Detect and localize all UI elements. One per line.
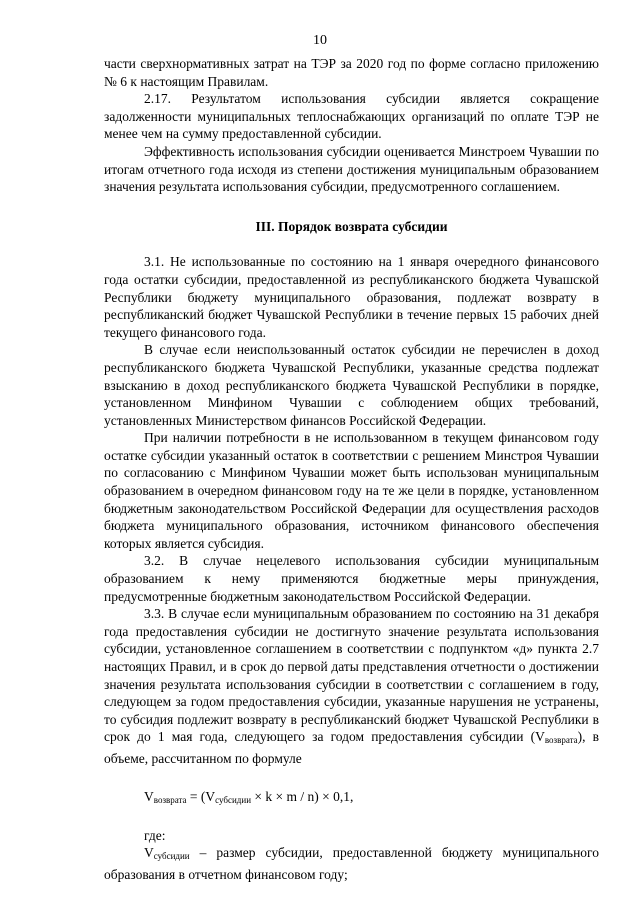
section-heading: III. Порядок возврата субсидии [255,218,448,234]
paragraph-continuation: части сверхнормативных затрат на ТЭР за 2020 год по форме согласно приложению № 6 к настоящим Правилам. [104,56,599,89]
formula-lhs-subscript: возврата [153,794,187,805]
formula-rhs-subscript: субсидии [215,794,252,805]
paragraph-3-2: 3.2. В случае нецелевого использования субсидии муниципальным образованием к нему применяются бюджетные меры принуждения, предусмотренные бюджетным законодательством Российской Федерации. [104,553,599,604]
definition-symbol: V [144,845,154,861]
return-formula [144,788,599,809]
paragraph-need-balance: При наличии потребности в не использованном в текущем финансовом году остатке субсидии указанный остаток в соответствии с решением Минстроя Чувашии по согласованию с Минфином Чувашии может быть использован муниципальным образованием в очередном финансовом году на те же цели в порядке, установленном бюджетным законодательством Российской Федерации для осуществления расходов бюджета муниципального образования, источником финансового обеспечения которых является субсидия. [104,430,599,551]
definition-text: – размер субсидии, предоставленной бюджету муниципального образования в отчетном финансовом году; [104,845,599,882]
paragraph-3-3-tail: ), в объеме, рассчитанном по формуле [104,729,600,766]
page-number: 10 [313,33,327,48]
formula-rhs-tail: × k × m / n) × 0,1, [251,788,354,804]
paragraph-3-1: 3.1. Не использованные по состоянию на 1 января очередного финансового года остатки субсидии, предоставленной из республиканского бюджета Чувашской Республики бюджету муниципального образования, подлежат возврату в республиканский бюджет Чувашской Республики в течение первых 15 рабочих дней текущего финансового года. [104,254,599,340]
formula-lhs-symbol: V [144,788,154,804]
paragraph-3-3-text: 3.3. В случае если муниципальным образованием по состоянию на 31 декабря года предоставления субсидии не достигнуто значение результата использования субсидии, установленное соглашением в соответствии с подпунктом «д» пункта 2.7 настоящих Правил, и в срок до первой даты представления отчетности о достижении значения результата использования субсидии в соответствии с соглашением в году, следующем за годом предоставления субсидии, указанные нарушения не устранены, то субсидия подлежит возврату в республиканский бюджет Чувашской Республики в срок до 1 мая года, следующего за годом предоставления субсидии (V [104,606,599,745]
paragraph-2-17: 2.17. Результатом использования субсидии является сокращение задолженности муниципальных теплоснабжающих организаций по оплате ТЭР не менее чем на сумму предоставленной субсидии. [104,91,599,142]
definition-subscript: субсидии [153,851,190,862]
paragraph-3-3 [104,605,599,767]
paragraph-efficiency: Эффективность использования субсидии оценивается Минстроем Чувашии по итогам отчетного года исходя из степени достижения муниципальным образованием значения результата использования субсидии, предусмотренного соглашением. [104,143,599,195]
paragraph-unused-balance: В случае если неиспользованный остаток субсидии не перечислен в доход республиканского бюджета Чувашской Республики, указанные средства подлежат взысканию в доход республиканского бюджета Чувашской Республики в порядке, установленном Минфином Чувашии с соблюдением общих требований, установленных Министерством финансов Российской Федерации. [104,342,599,428]
where-label: где: [144,827,166,843]
paragraph-3-3-subscript: возврата [544,735,578,746]
formula-equals-open: = (V [186,788,216,804]
definition-v-subsidy [104,844,599,883]
document-body [104,55,599,883]
